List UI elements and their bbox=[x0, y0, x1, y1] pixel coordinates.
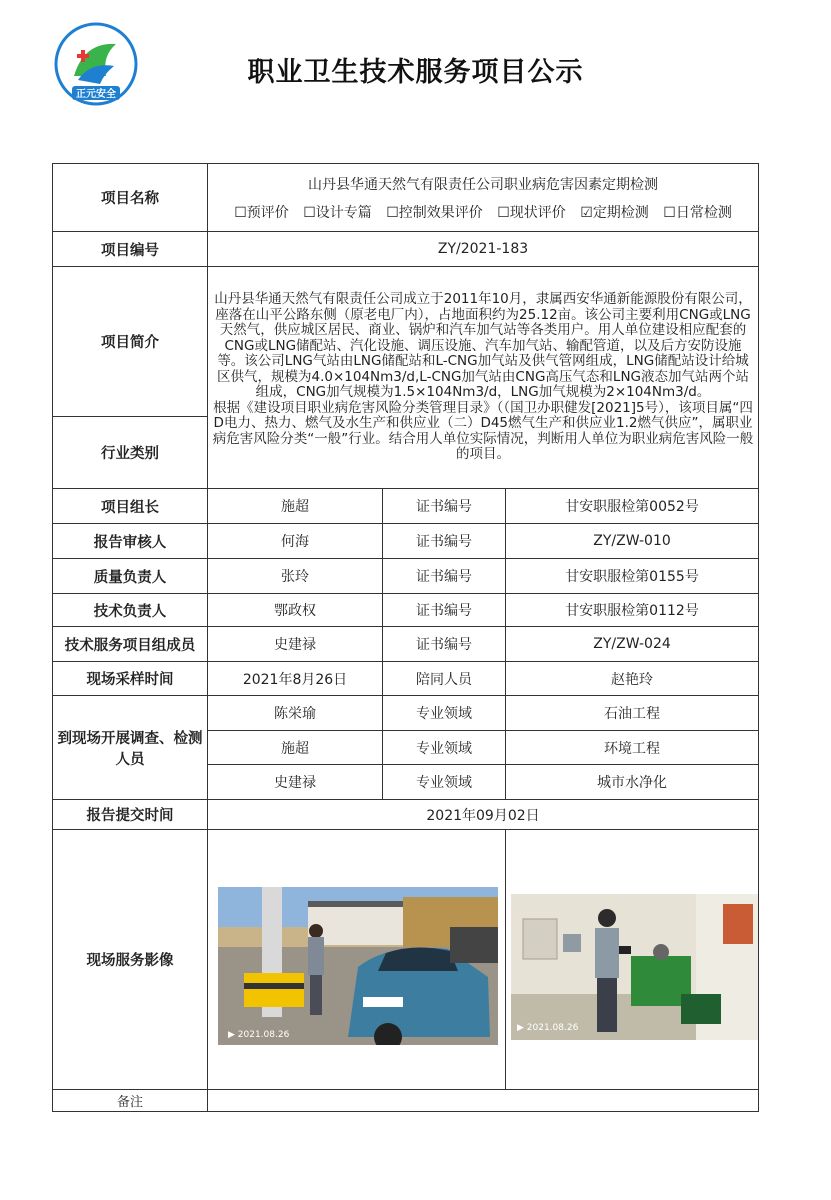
photo-caption-right: ▶ 2021.08.26 bbox=[517, 1023, 579, 1033]
checkbox-icon: ☐ bbox=[234, 204, 247, 221]
checkbox-icon: ☐ bbox=[663, 204, 676, 221]
survey-row: 到现场开展调查、检测人员 陈栄瑜 专业领域 石油工程 bbox=[53, 696, 759, 731]
table-row: 项目组长 施超 证书编号 甘安职服检第0052号 bbox=[53, 489, 759, 524]
submit-time-value: 2021年09月02日 bbox=[208, 800, 759, 830]
option-daily-test: ☐日常检测 bbox=[663, 204, 732, 221]
table-row: 报告审核人 何海 证书编号 ZY/ZW-010 bbox=[53, 524, 759, 559]
site-photos-label: 现场服务影像 bbox=[53, 830, 208, 1090]
table-row: 技术负责人 鄂政权 证书编号 甘安职服检第0112号 bbox=[53, 594, 759, 627]
project-name-label: 项目名称 bbox=[53, 164, 208, 232]
project-number-value: ZY/2021-183 bbox=[208, 232, 759, 267]
photo-caption-left: ▶ 2021.08.26 bbox=[228, 1030, 290, 1040]
table-row: 技术服务项目组成员 史建禄 证书编号 ZY/ZW-024 bbox=[53, 627, 759, 662]
option-design: ☐设计专篇 bbox=[303, 204, 372, 221]
checkbox-icon: ☐ bbox=[497, 204, 510, 221]
survey-staff-label: 到现场开展调查、检测人员 bbox=[53, 696, 208, 800]
project-name-value: 山丹县华通天然气有限责任公司职业病危害因素定期检测 bbox=[308, 176, 659, 193]
industry-category-label: 行业类别 bbox=[53, 417, 208, 489]
checkbox-icon: ☐ bbox=[303, 204, 316, 221]
industry-category-text: 根据《建设项目职业病危害风险分类管理目录》（（国卫办职健发[2021]5号），该项目属“四D电力、热力、燃气及水生产和供应业（二）D45燃气生产和供应业1.2燃气供应”，属职业病危害风险分类“一般”行业。结合用人单位实际情况，判断用人单位为职业病危害风险一般的项目。 bbox=[212, 399, 754, 463]
option-pre-evaluation: ☐预评价 bbox=[234, 204, 289, 221]
project-intro-cell bbox=[208, 267, 759, 489]
table-row: 质量负责人 张玲 证书编号 甘安职服检第0155号 bbox=[53, 559, 759, 594]
logo-text: 正元安全 bbox=[76, 89, 116, 100]
project-name-cell bbox=[208, 164, 759, 232]
remarks-label: 备注 bbox=[53, 1090, 208, 1112]
remarks-value bbox=[208, 1090, 759, 1112]
project-intro-label: 项目简介 bbox=[53, 267, 208, 417]
submit-time-label: 报告提交时间 bbox=[53, 800, 208, 830]
option-control-effect: ☐控制效果评价 bbox=[386, 204, 483, 221]
report-type-options bbox=[212, 202, 754, 222]
survey-row: 史建禄 专业领域 城市水净化 bbox=[53, 765, 759, 800]
option-status-evaluation: ☐现状评价 bbox=[497, 204, 566, 221]
project-number-label: 项目编号 bbox=[53, 232, 208, 267]
project-intro-text: 山丹县华通天然气有限责任公司成立于2011年10月，隶属西安华通新能源股份有限公司，座落在山平公路东侧（原老电厂内），占地面积约为25.12亩。该公司主要利用CNG或LNG天然气，供应城区居民、商业、锅炉和汽车加气站等各类用户。用人单位建设相应配套的CNG或LNG储配站、汽化设施、调压设施、汽车加气站、输配管道，以及后方安防设施等。该公司LNG气站由LNG储配站和L-CNG加气站及供气管网组成，LNG储配站设计给城区供气，规模为4.0×104Nm3/d,L-CNG加气站由CNG高压气态和LNG液态加气站两个站组成，CNG加气规模为1.5×104Nm3/d，LNG加气规模为2×104Nm3/d。 bbox=[214, 291, 752, 401]
sampling-row: 现场采样时间 2021年8月26日 陪同人员 赵艳玲 bbox=[53, 662, 759, 696]
site-photo-indoor-test bbox=[511, 894, 758, 1040]
page-title: 职业卫生技术服务项目公示 bbox=[247, 57, 584, 88]
survey-row: 施超 专业领域 环境工程 bbox=[53, 731, 759, 765]
option-periodic-test: ☑定期检测 bbox=[580, 204, 649, 221]
site-photo-gas-station bbox=[218, 887, 498, 1045]
checkbox-icon: ☐ bbox=[386, 204, 399, 221]
checked-checkbox-icon: ☑ bbox=[580, 204, 593, 221]
